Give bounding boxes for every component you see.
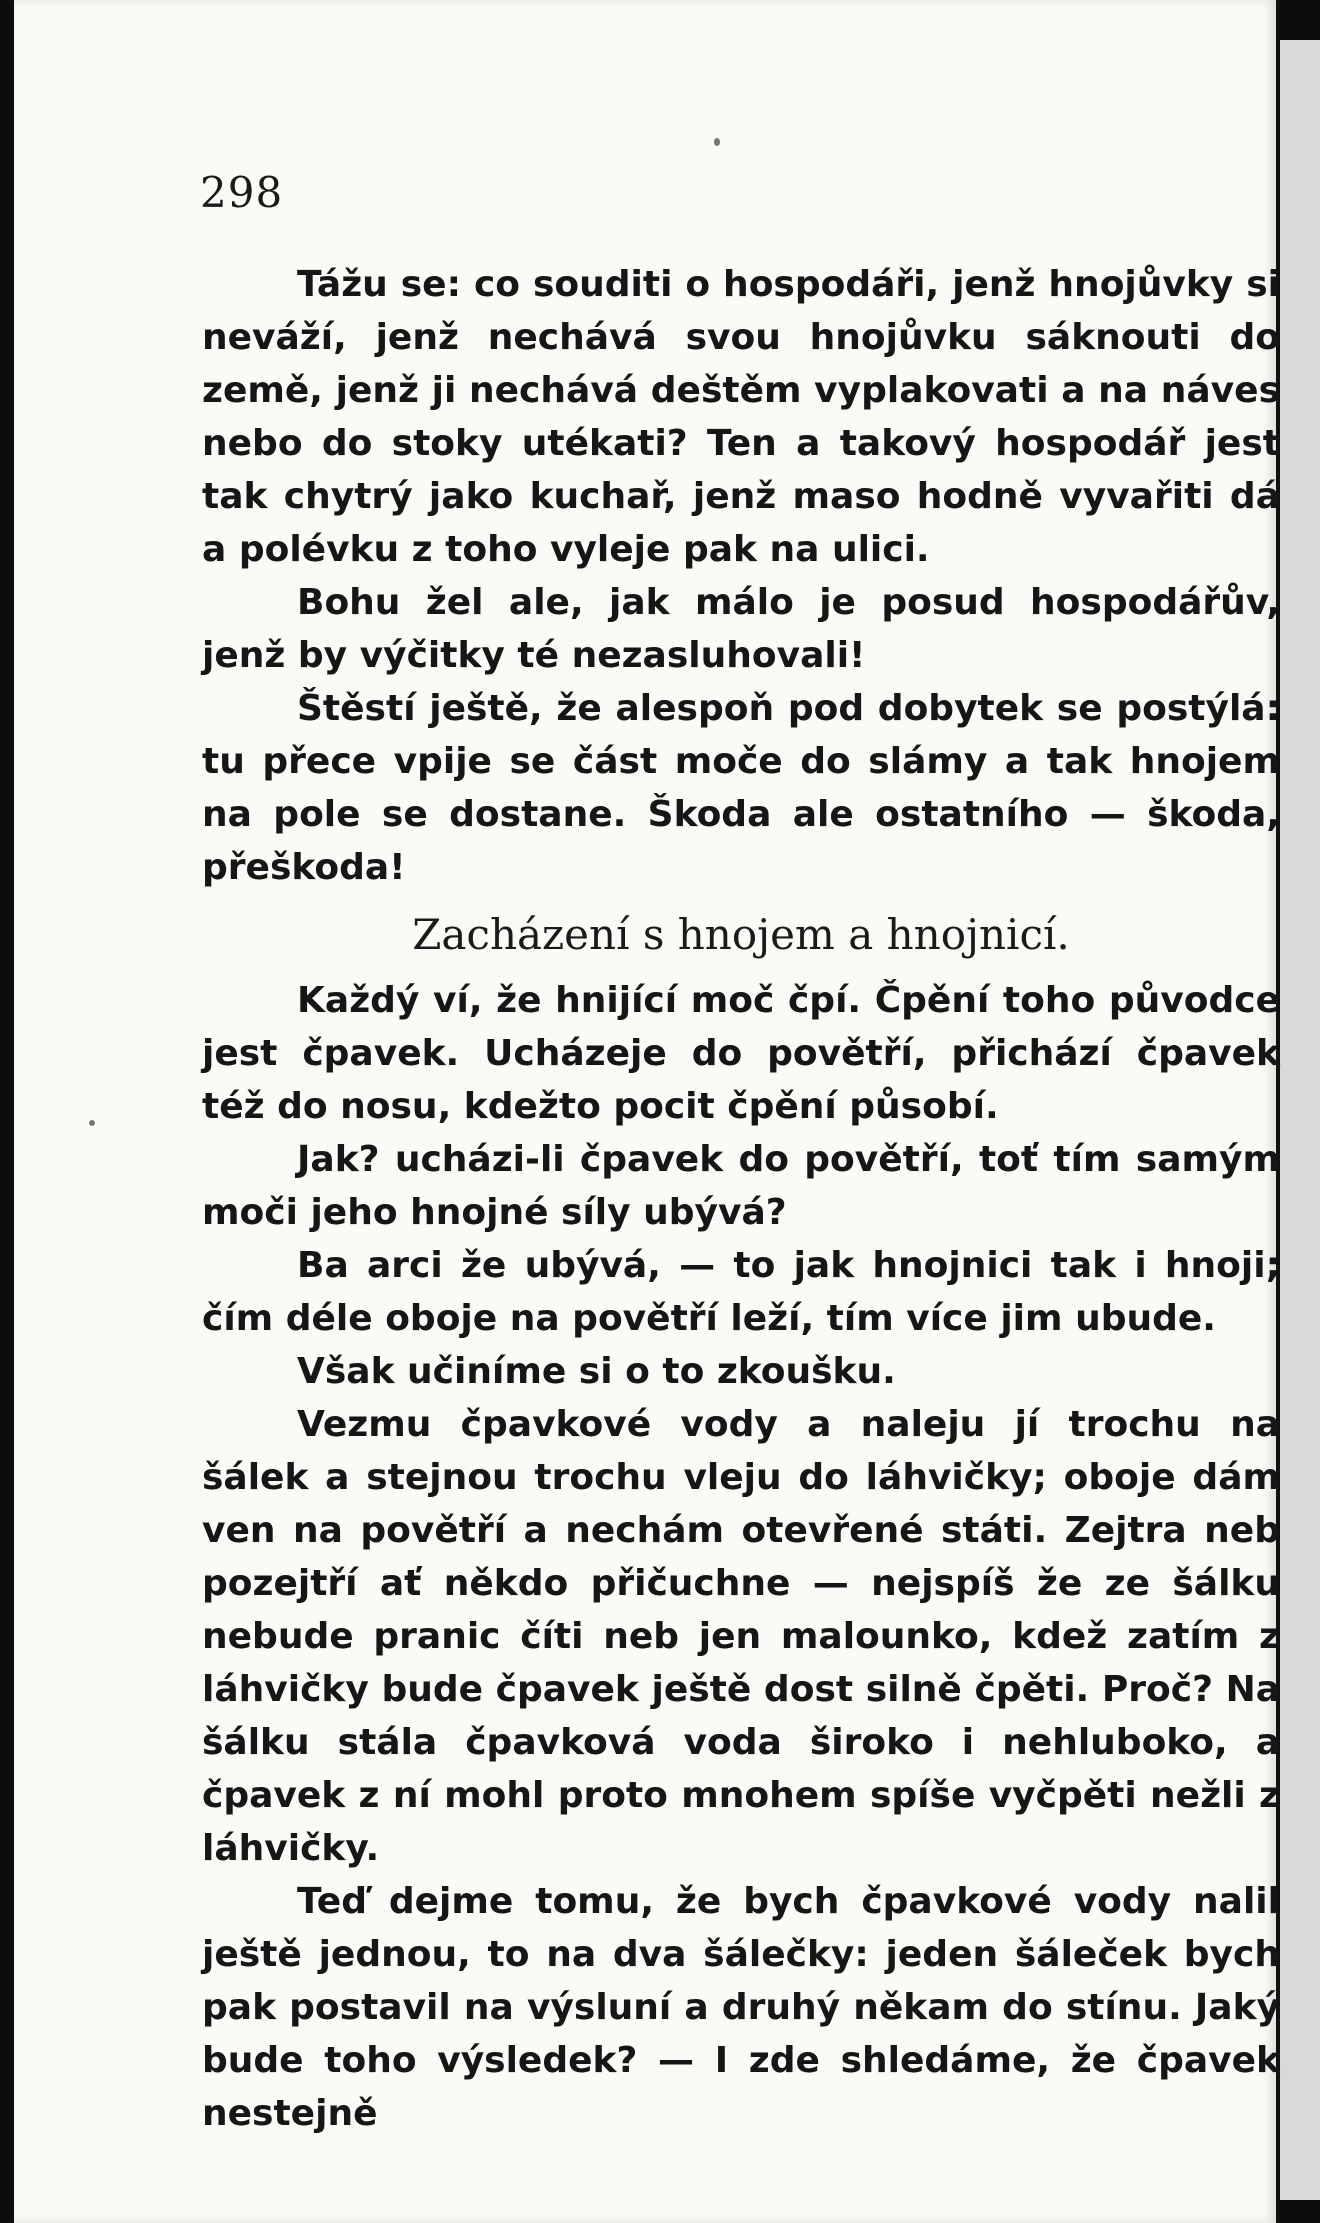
paragraph: Štěstí ještě, že alespoň pod dobytek se postýlá: tu přece vpije se část moče do slámy a tak hnojem na pole se dostane. Škoda ale ostatního — škoda, přeškoda! [202,688,1280,888]
paragraph: Však učiníme si o to zkoušku. [297,1351,896,1392]
paragraph: Tážu se: co souditi o hospodáři, jenž hnojůvky si neváží, jenž nechává svou hnojůvku sáknouti do země, jenž ji nechává deštěm vyplakovati a na náves nebo do stoky utékati? Ten a takový hospodář jest tak chytrý jako kuchař, jenž maso hodně vyvařiti dá a polévku z toho vyleje pak na ulici. [202,264,1280,570]
page-number: 298 [200,168,284,217]
book-page [14,0,1280,2223]
paragraph: Vezmu čpavkové vody a naleju jí trochu na šálek a stejnou trochu vleju do láhvičky; oboje dám ven na povětří a nechám otevřené státi. Zejtra neb pozejtří ať někdo přičuchne — nejspíš že ze šálku nebude pranic číti neb jen malounko, kdež zatím z láhvičky bude čpavek ještě dost silně čpěti. Proč? Na šálku stála čpavková voda široko i nehluboko, a čpavek z ní mohl proto mnohem spíše vyčpěti nežli z láhvičky. [202,1404,1280,1869]
section-heading: Zacházení s hnojem a hnojnicí. [412,910,1070,959]
paragraph: Teď dejme tomu, že bych čpavkové vody nalil ještě jednou, to na dva šálečky: jeden šáleček bych pak postavil na výsluní a druhý někam do stínu. Jaký bude toho výsledek? — I zde shledáme, že čpavek nestejně [202,1881,1280,2134]
print-speck [714,138,720,146]
page-body [202,258,1280,2140]
paragraph: Bohu žel ale, jak málo je posud hospodářův, jenž by výčitky té nezasluhovali! [202,582,1280,676]
next-page-edge [1280,40,1320,2200]
print-speck [89,1120,95,1126]
paragraph: Jak? ucházi-li čpavek do povětří, toť tím samým moči jeho hnojné síly ubývá? [202,1139,1280,1233]
paragraph: Ba arci že ubývá, — to jak hnojnici tak i hnoji; čím déle oboje na povětří leží, tím více jim ubude. [202,1245,1280,1339]
paragraph: Každý ví, že hnijící moč čpí. Čpění toho původce jest čpavek. Ucházeje do povětří, přichází čpavek též do nosu, kdežto pocit čpění působí. [202,980,1280,1127]
